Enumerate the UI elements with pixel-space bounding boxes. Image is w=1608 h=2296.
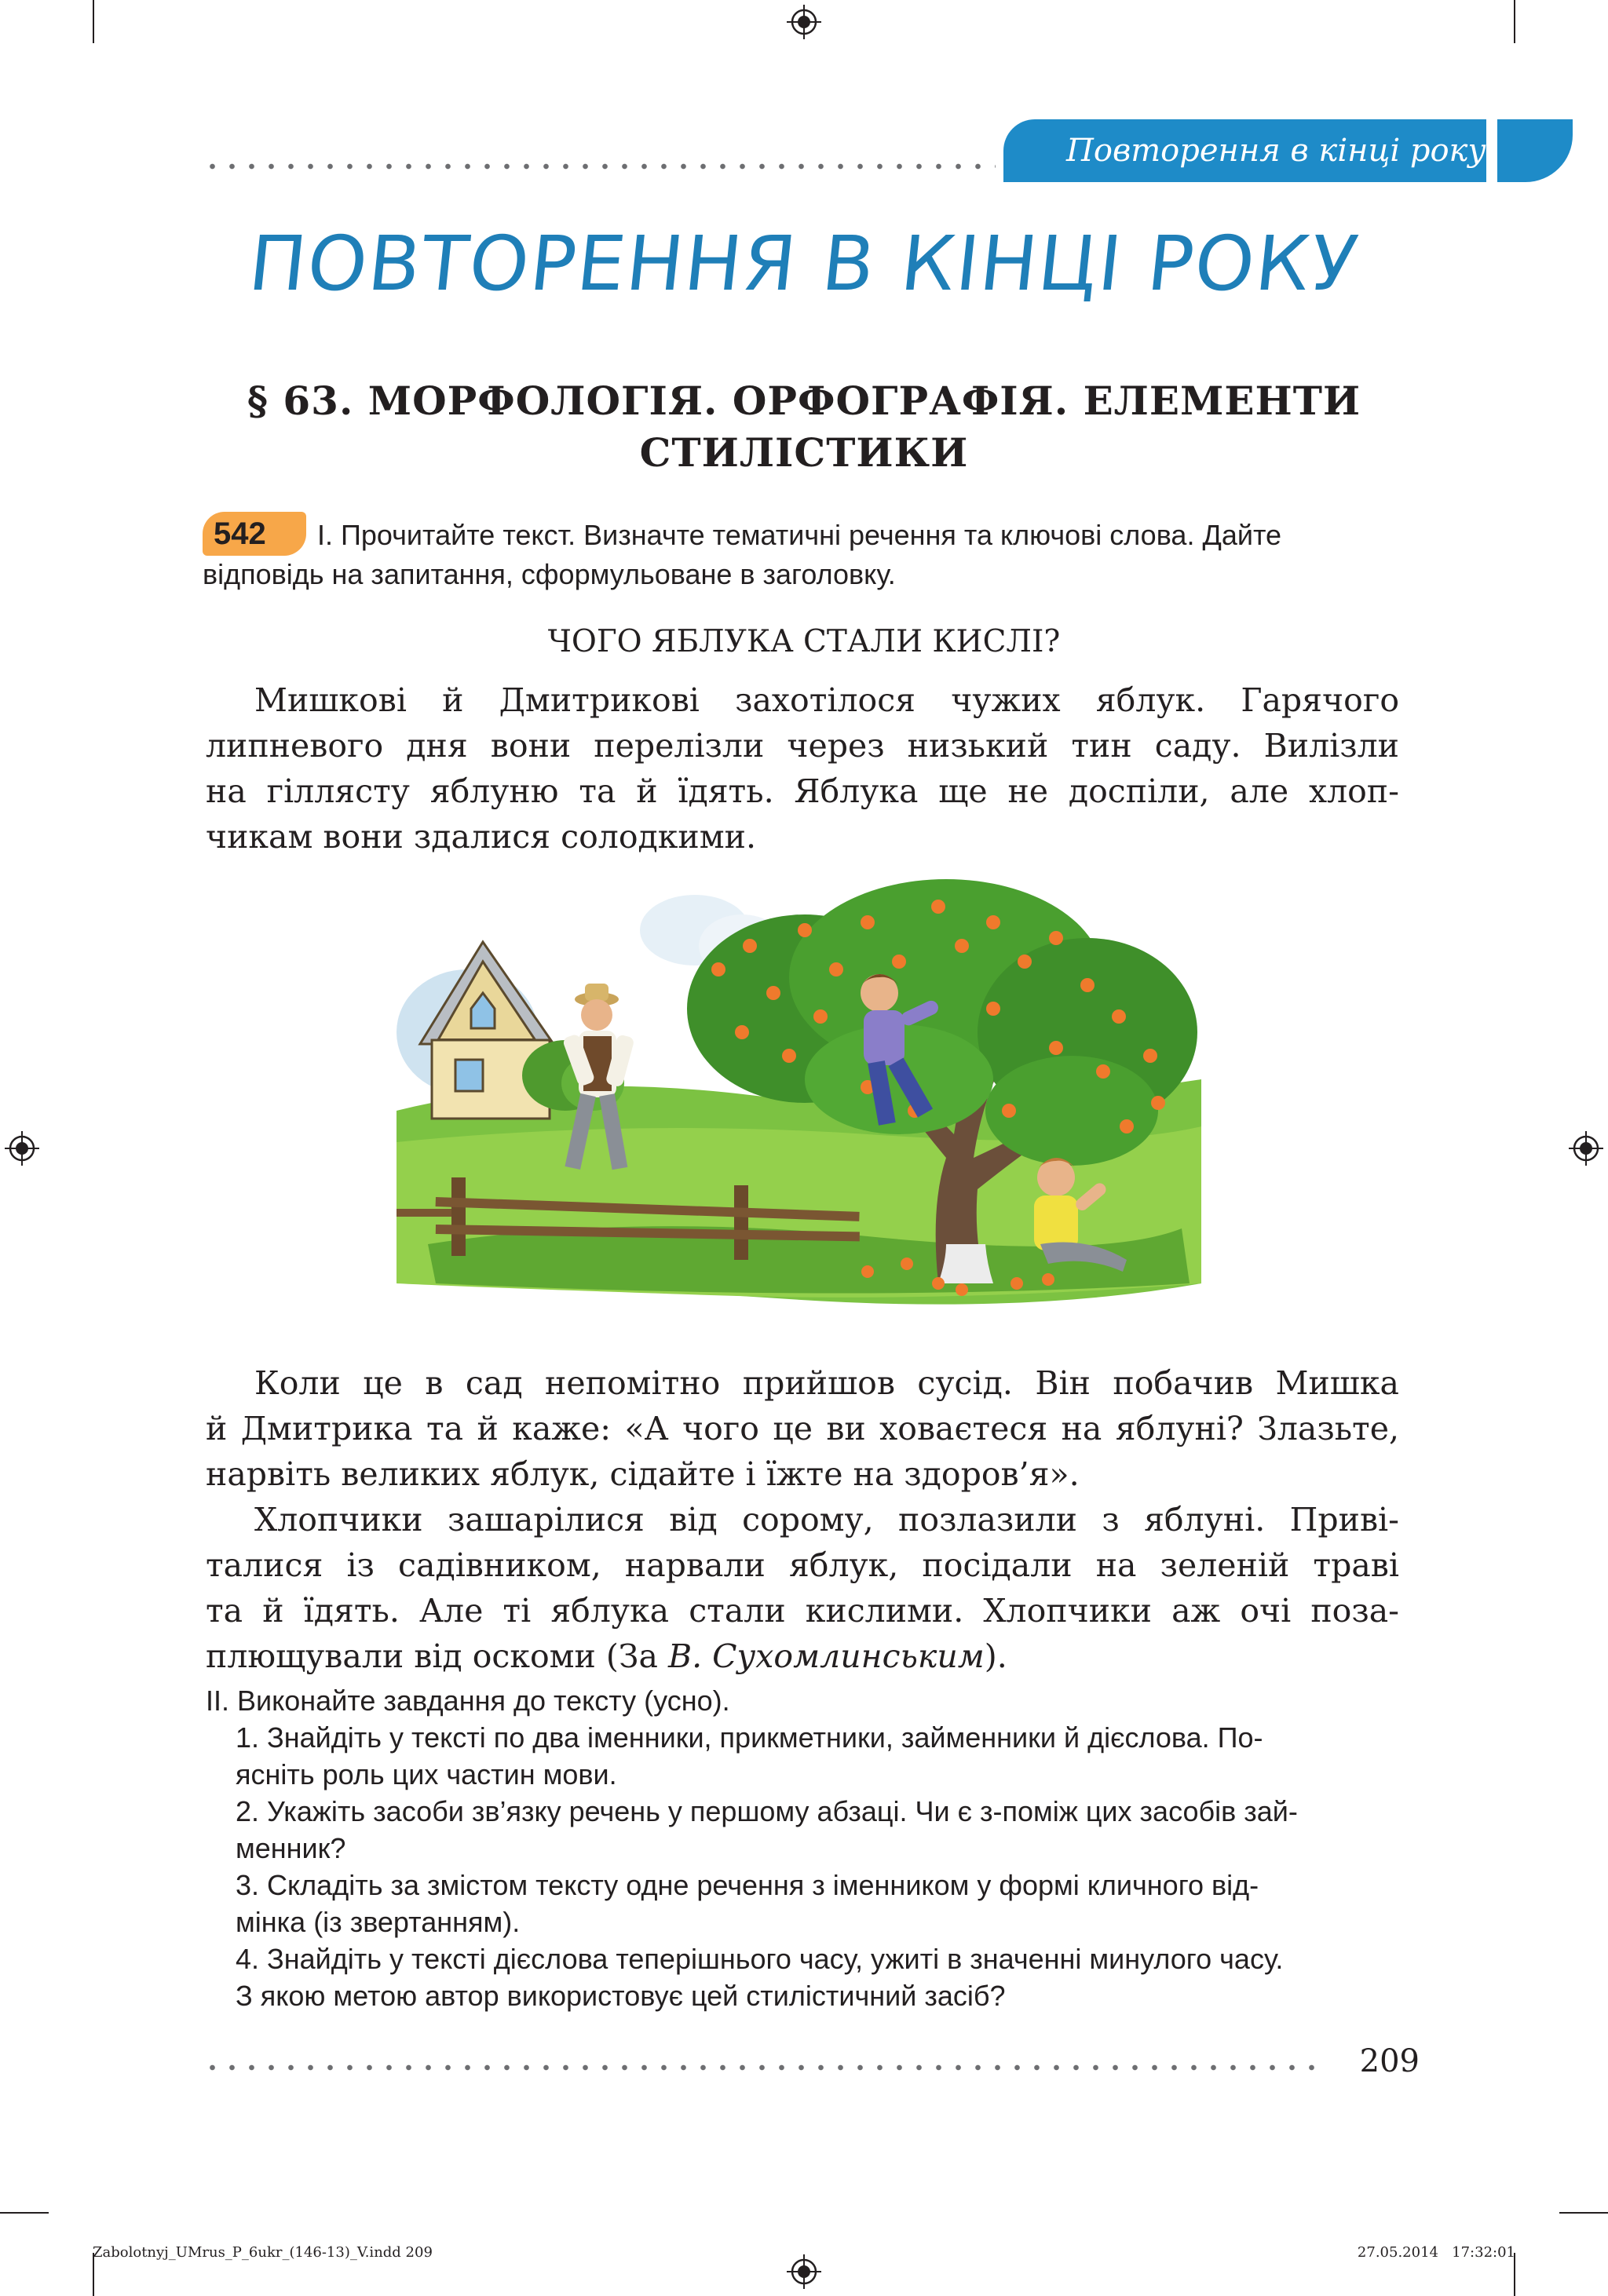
task-line: З якою метою автор використовує цей стилістичний засіб? bbox=[236, 1980, 1006, 2012]
story-paragraph bbox=[206, 1497, 1399, 1679]
page-number: 209 bbox=[1359, 2043, 1420, 2079]
crop-mark bbox=[1514, 0, 1515, 43]
task-line: менник? bbox=[236, 1832, 346, 1864]
crop-mark bbox=[93, 0, 94, 43]
paragraph-line: нарвіть великих яблук, сідайте і їжте на здоров’я». bbox=[206, 1455, 1080, 1493]
story-paragraph bbox=[206, 1360, 1399, 1497]
print-slug-file: Zabolotnyj_UMrus_P_6ukr_(146-13)_V.indd 209 bbox=[93, 2244, 433, 2261]
running-title: Повторення в кінці року bbox=[1066, 133, 1486, 169]
paragraph-line: на гіллясту яблуню та й їдять. Яблука ще не доспіли, але хлоп- bbox=[206, 772, 1399, 810]
story-title: ЧОГО ЯБЛУКА СТАЛИ КИСЛІ? bbox=[547, 624, 1061, 659]
crop-mark bbox=[1559, 2212, 1608, 2214]
print-slug-datetime bbox=[1319, 2243, 1515, 2262]
print-slug-time: 17:32:01 bbox=[1452, 2244, 1515, 2261]
section-title bbox=[157, 375, 1451, 479]
section-title-line: § 63. МОРФОЛОГІЯ. ОРФОГРАФІЯ. ЕЛЕМЕНТИ bbox=[247, 378, 1361, 424]
task-line: 2. Укажіть засоби зв’язку речень у першому абзаці. Чи є з-поміж цих засобів зай- bbox=[236, 1795, 1298, 1827]
paragraph-line bbox=[206, 1633, 1399, 1679]
apple-tree-illustration bbox=[397, 875, 1201, 1311]
footer-dotted-rule bbox=[203, 2064, 1317, 2071]
header-dotted-rule bbox=[203, 163, 996, 170]
exercise-task-line: І. Прочитайте текст. Визначте тематичні речення та ключові слова. Дайте bbox=[317, 519, 1282, 551]
registration-mark-icon bbox=[5, 1131, 39, 1166]
section-title-line: СТИЛІСТИКИ bbox=[639, 429, 969, 476]
task-line: 1. Знайдіть у тексті по два іменники, прикметники, займенники й дієслова. По- bbox=[236, 1721, 1263, 1754]
main-title: ПОВТОРЕННЯ В КІНЦІ РОКУ bbox=[244, 220, 1364, 308]
task-line: 3. Складіть за змістом тексту одне речення з іменником у формі кличного від- bbox=[236, 1869, 1259, 1901]
paragraph-text: ). bbox=[984, 1637, 1007, 1675]
paragraph-line: Мишкові й Дмитрикові захотілося чужих яблук. Гарячого bbox=[254, 681, 1399, 719]
paragraph-line: та й їдять. Але ті яблука стали кислими. Хлопчики аж очі поза- bbox=[206, 1592, 1399, 1630]
task-line: ясніть роль цих частин мови. bbox=[236, 1758, 617, 1790]
paragraph-line: Коли це в сад непомітно прийшов сусід. Він побачив Мишка bbox=[254, 1364, 1399, 1402]
task-list bbox=[206, 1682, 1399, 2014]
story-author: В. Сухомлинським bbox=[667, 1637, 985, 1675]
paragraph-line: талися із садівником, нарвали яблук, посідали на зеленій траві bbox=[206, 1546, 1399, 1584]
print-slug-date: 27.05.2014 bbox=[1357, 2244, 1438, 2261]
paragraph-line: чикам вони здалися солодкими. bbox=[206, 818, 756, 856]
story-paragraph bbox=[206, 677, 1399, 860]
task-list-header: ІІ. Виконайте завдання до тексту (усно). bbox=[206, 1685, 730, 1717]
paragraph-line: липневого дня вони перелізли через низький тин саду. Вилізли bbox=[206, 727, 1399, 765]
exercise-task-line: відповідь на запитання, сформульоване в заголовку. bbox=[203, 558, 896, 590]
exercise-number: 542 bbox=[214, 517, 266, 551]
task-line: 4. Знайдіть у тексті дієслова теперішнього часу, ужиті в значенні минулого часу. bbox=[236, 1943, 1284, 1975]
paragraph-text: плющували від оскоми (За bbox=[206, 1637, 668, 1675]
crop-mark bbox=[0, 2212, 49, 2214]
registration-mark-icon bbox=[1569, 1131, 1603, 1166]
paragraph-line: Хлопчики зашарілися від сорому, позлазили з яблуні. Приві- bbox=[254, 1501, 1399, 1539]
registration-mark-icon bbox=[787, 2254, 821, 2289]
paragraph-line: й Дмитрика та й каже: «А чого це ви ховаєтеся на яблуні? Злазьте, bbox=[206, 1410, 1399, 1447]
task-line: мінка (із звертанням). bbox=[236, 1906, 521, 1938]
registration-mark-icon bbox=[787, 5, 821, 39]
